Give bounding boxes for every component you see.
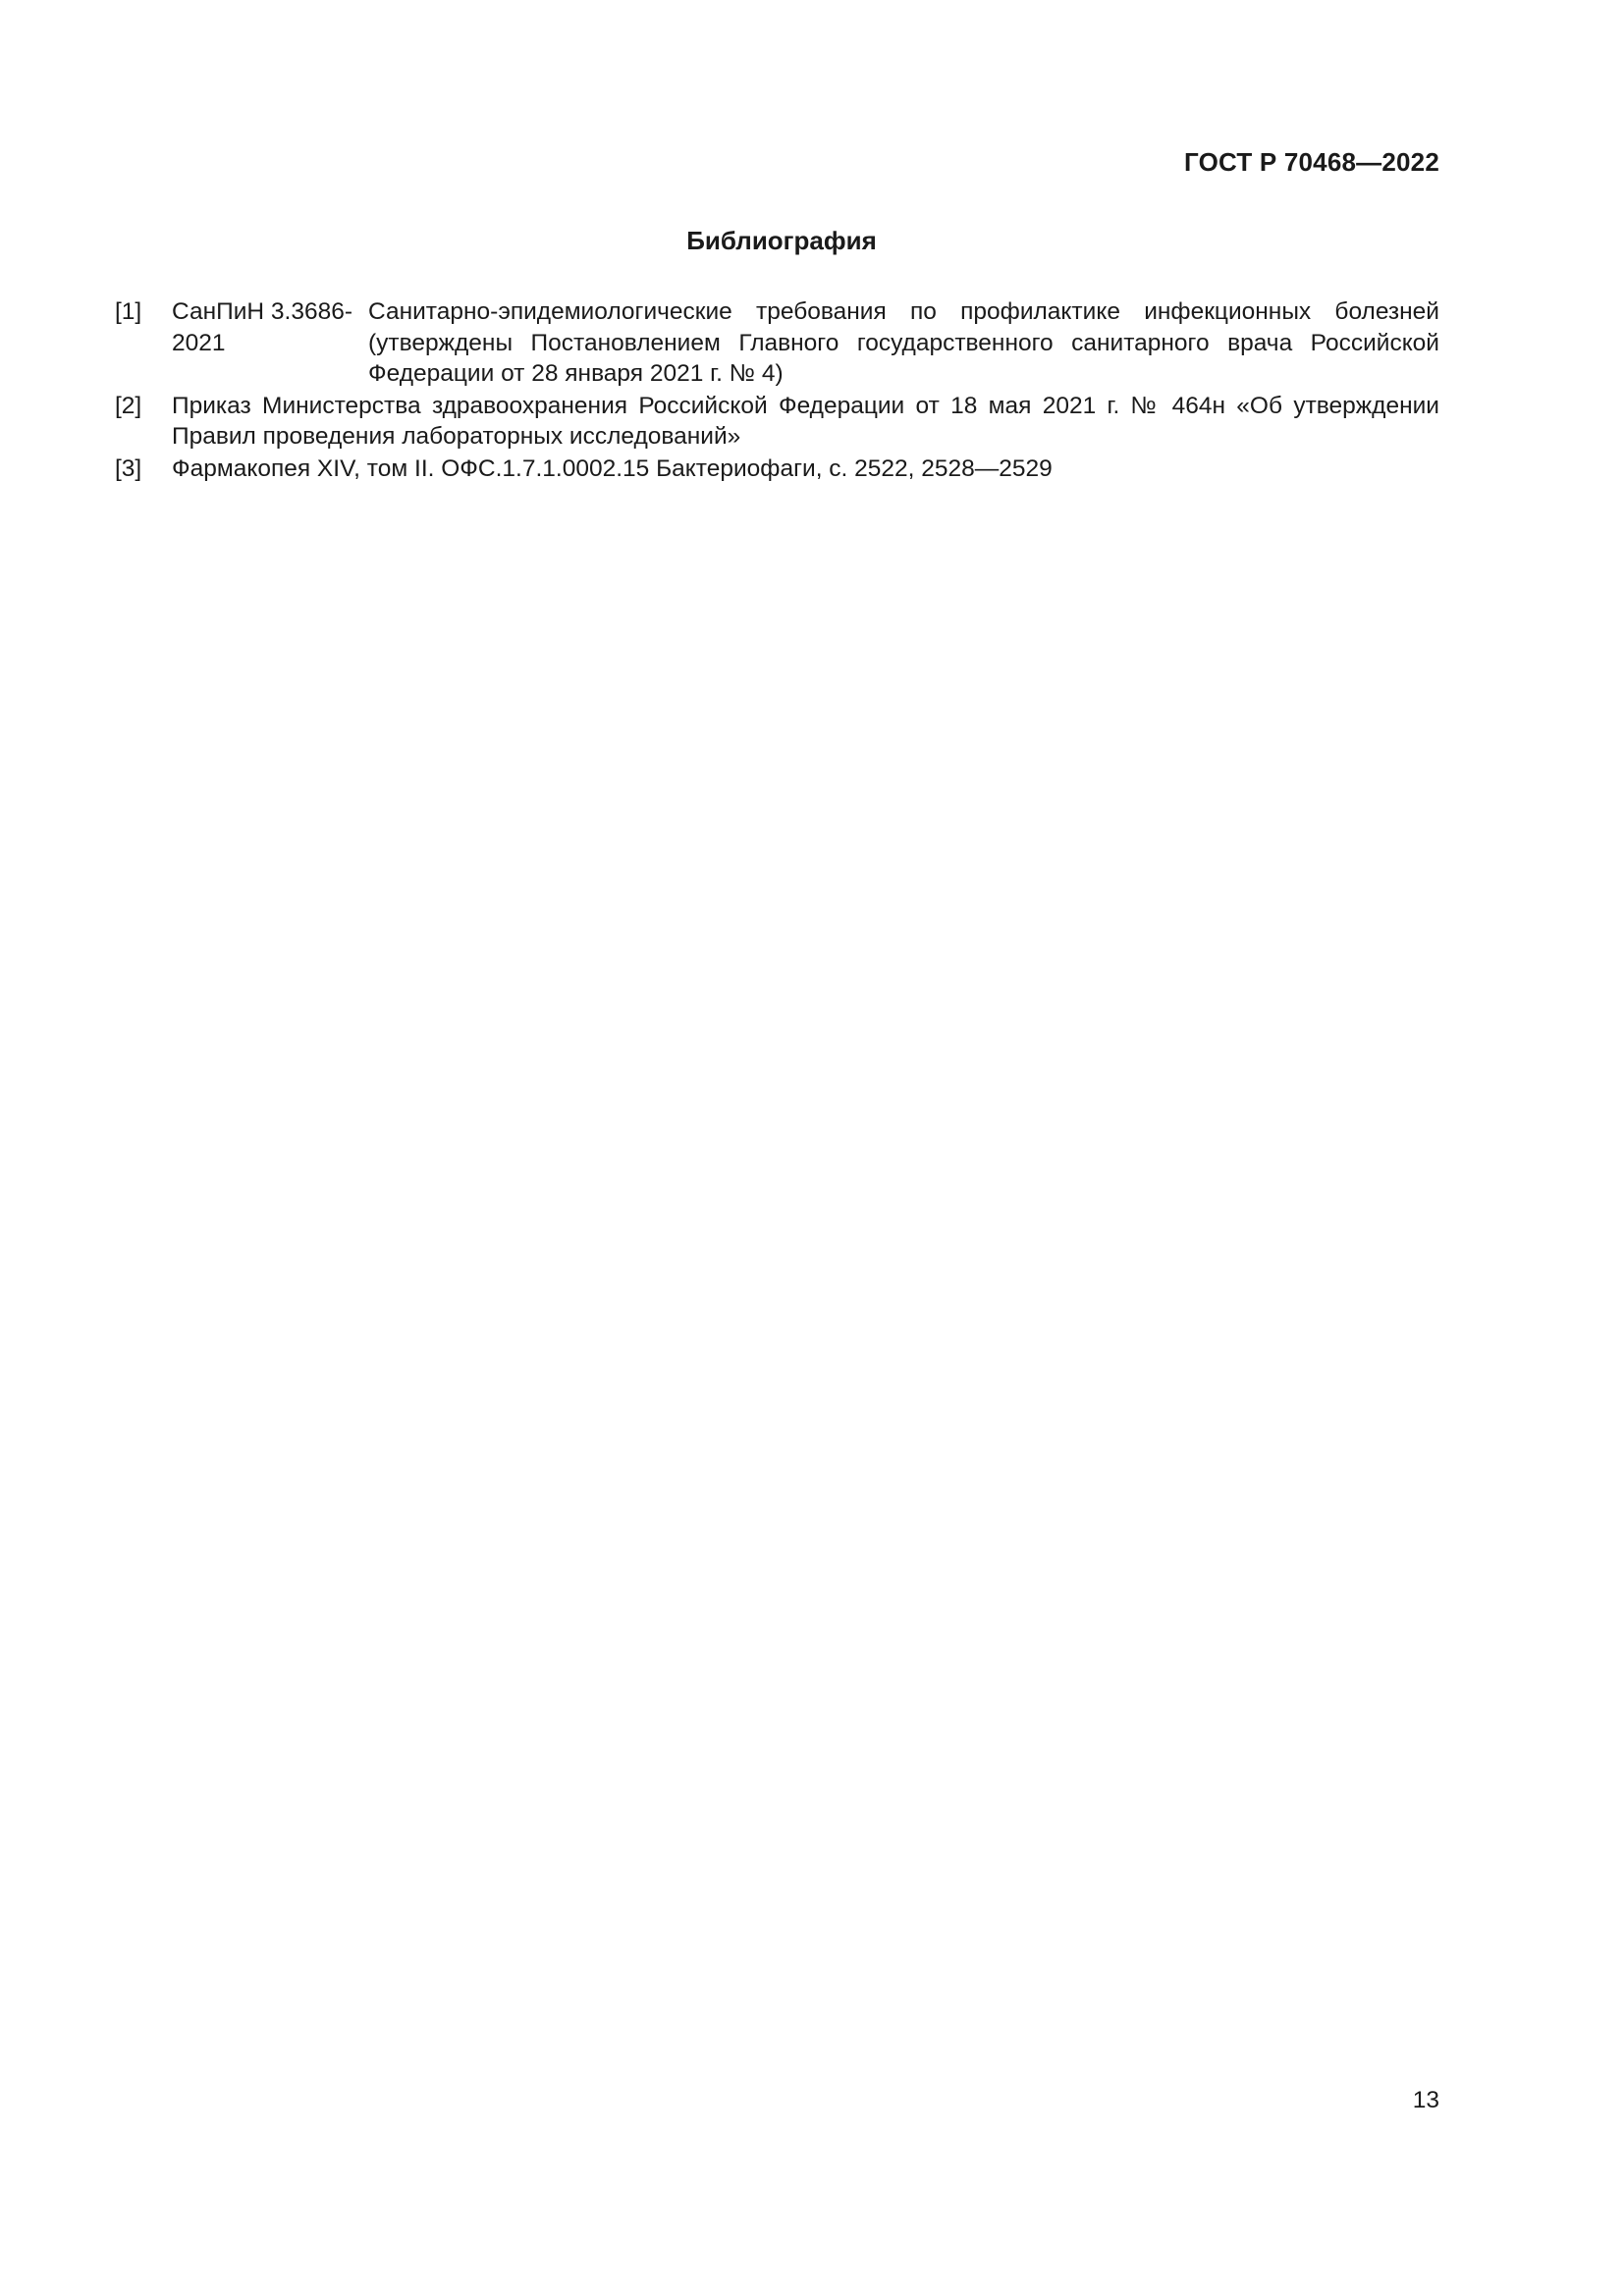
document-code: ГОСТ Р 70468—2022 xyxy=(1184,147,1439,177)
bibliography-entry-1 xyxy=(115,296,1439,390)
entry-number: [1] xyxy=(115,298,142,325)
entry-text: Санитарно-эпидемиологические требования по профилактике инфекционных болезней (утверждены Постановлением Главного государственного санитарного врача Российской Федерации от 28 января 2021 г. № 4) xyxy=(368,298,1439,387)
page-number: 13 xyxy=(1412,2087,1439,2113)
entry-number: [2] xyxy=(115,392,142,419)
entry-text: Фармакопея XIV, том II. ОФС.1.7.1.0002.15 Бактериофаги, с. 2522, 2528—2529 xyxy=(172,454,1053,482)
section-title: Библиография xyxy=(686,226,877,255)
entry-code: СанПиН 3.3686-2021 xyxy=(172,298,353,356)
bibliography-entry-3 xyxy=(115,454,1439,485)
entry-number: [3] xyxy=(115,454,142,482)
bibliography-entry-2 xyxy=(115,391,1439,453)
entry-text: Приказ Министерства здравоохранения Российской Федерации от 18 мая 2021 г. № 464н «Об утверждении Правил проведения лабораторных исследований» xyxy=(172,392,1439,450)
bibliography-list xyxy=(115,296,1439,485)
